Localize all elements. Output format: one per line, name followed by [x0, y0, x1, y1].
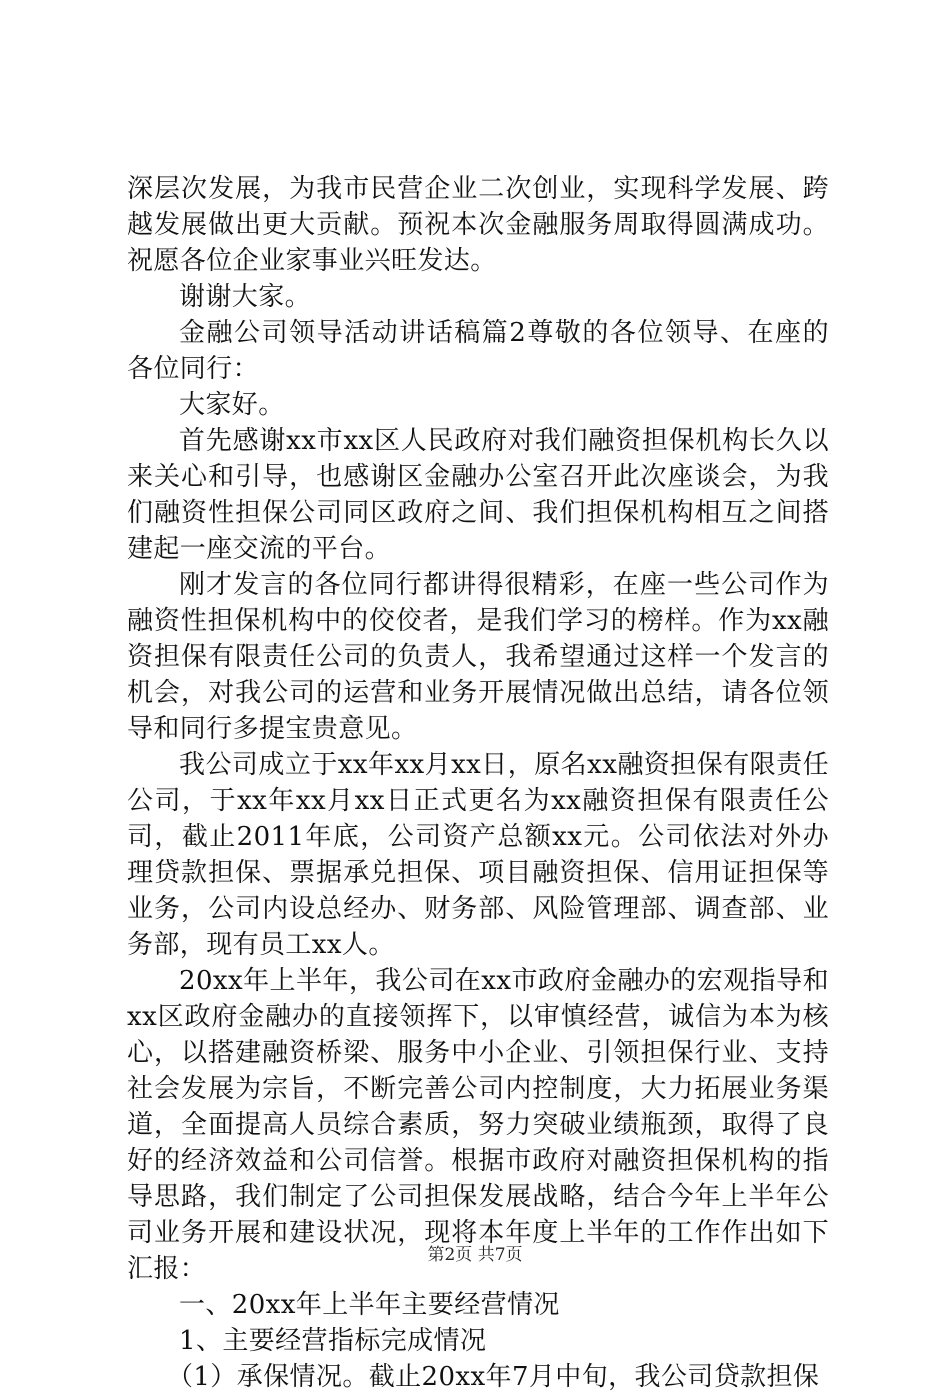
document-body: [127, 171, 829, 1395]
paragraph-6: 刚才发言的各位同行都讲得很精彩，在座一些公司作为融资性担保机构中的佼佼者，是我们学习的榜样。作为xx融资担保有限责任公司的负责人，我希望通过这样一个发言的机会，对我公司的运营和业务开展情况做出总结，请各位领导和同行多提宝贵意见。: [127, 570, 829, 744]
paragraph-8: 20xx年上半年，我公司在xx市政府金融办的宏观指导和xx区政府金融办的直接领挥下，以审慎经营，诚信为本为核心，以搭建融资桥梁、服务中小企业、引领担保行业、支持社会发展为宗旨，不断完善公司内控制度，大力拓展业务渠道，全面提高人员综合素质，努力突破业绩瓶颈，取得了良好的经济效益和公司信誉。根据市政府对融资担保机构的指导思路，我们制定了公司担保发展战略，结合今年上半年公司业务开展和建设状况，现将本年度上半年的工作作出如下汇报：: [127, 966, 829, 1284]
paragraph-7: 我公司成立于xx年xx月xx日，原名xx融资担保有限责任公司，于xx年xx月xx日正式更名为xx融资担保有限责任公司，截止2011年底，公司资产总额xx元。公司依法对外办理贷款担保、票据承兑担保、项目融资担保、信用证担保等业务，公司内设总经办、财务部、风险管理部、调查部、业务部，现有员工xx人。: [127, 750, 829, 960]
paragraph-3: 金融公司领导活动讲话稿篇2尊敬的各位领导、在座的各位同行：: [127, 318, 829, 384]
subsection-heading: 1、主要经营指标完成情况: [179, 1326, 487, 1356]
paragraph-11: （1）承保情况。截止20xx年7月中旬，我公司贷款担保: [167, 1362, 820, 1392]
paragraph-4: 大家好。: [179, 390, 285, 420]
paragraph-2: 谢谢大家。: [179, 282, 312, 312]
section-heading: 一、20xx年上半年主要经营情况: [179, 1290, 560, 1320]
paragraph-1: 深层次发展，为我市民营企业二次创业，实现科学发展、跨越发展做出更大贡献。预祝本次金融服务周取得圆满成功。祝愿各位企业家事业兴旺发达。: [127, 174, 829, 276]
page-footer: 第2页 共7页: [427, 1245, 523, 1265]
paragraph-5: 首先感谢xx市xx区人民政府对我们融资担保机构长久以来关心和引导，也感谢区金融办公室召开此次座谈会，为我们融资性担保公司同区政府之间、我们担保机构相互之间搭建起一座交流的平台。: [127, 426, 829, 564]
